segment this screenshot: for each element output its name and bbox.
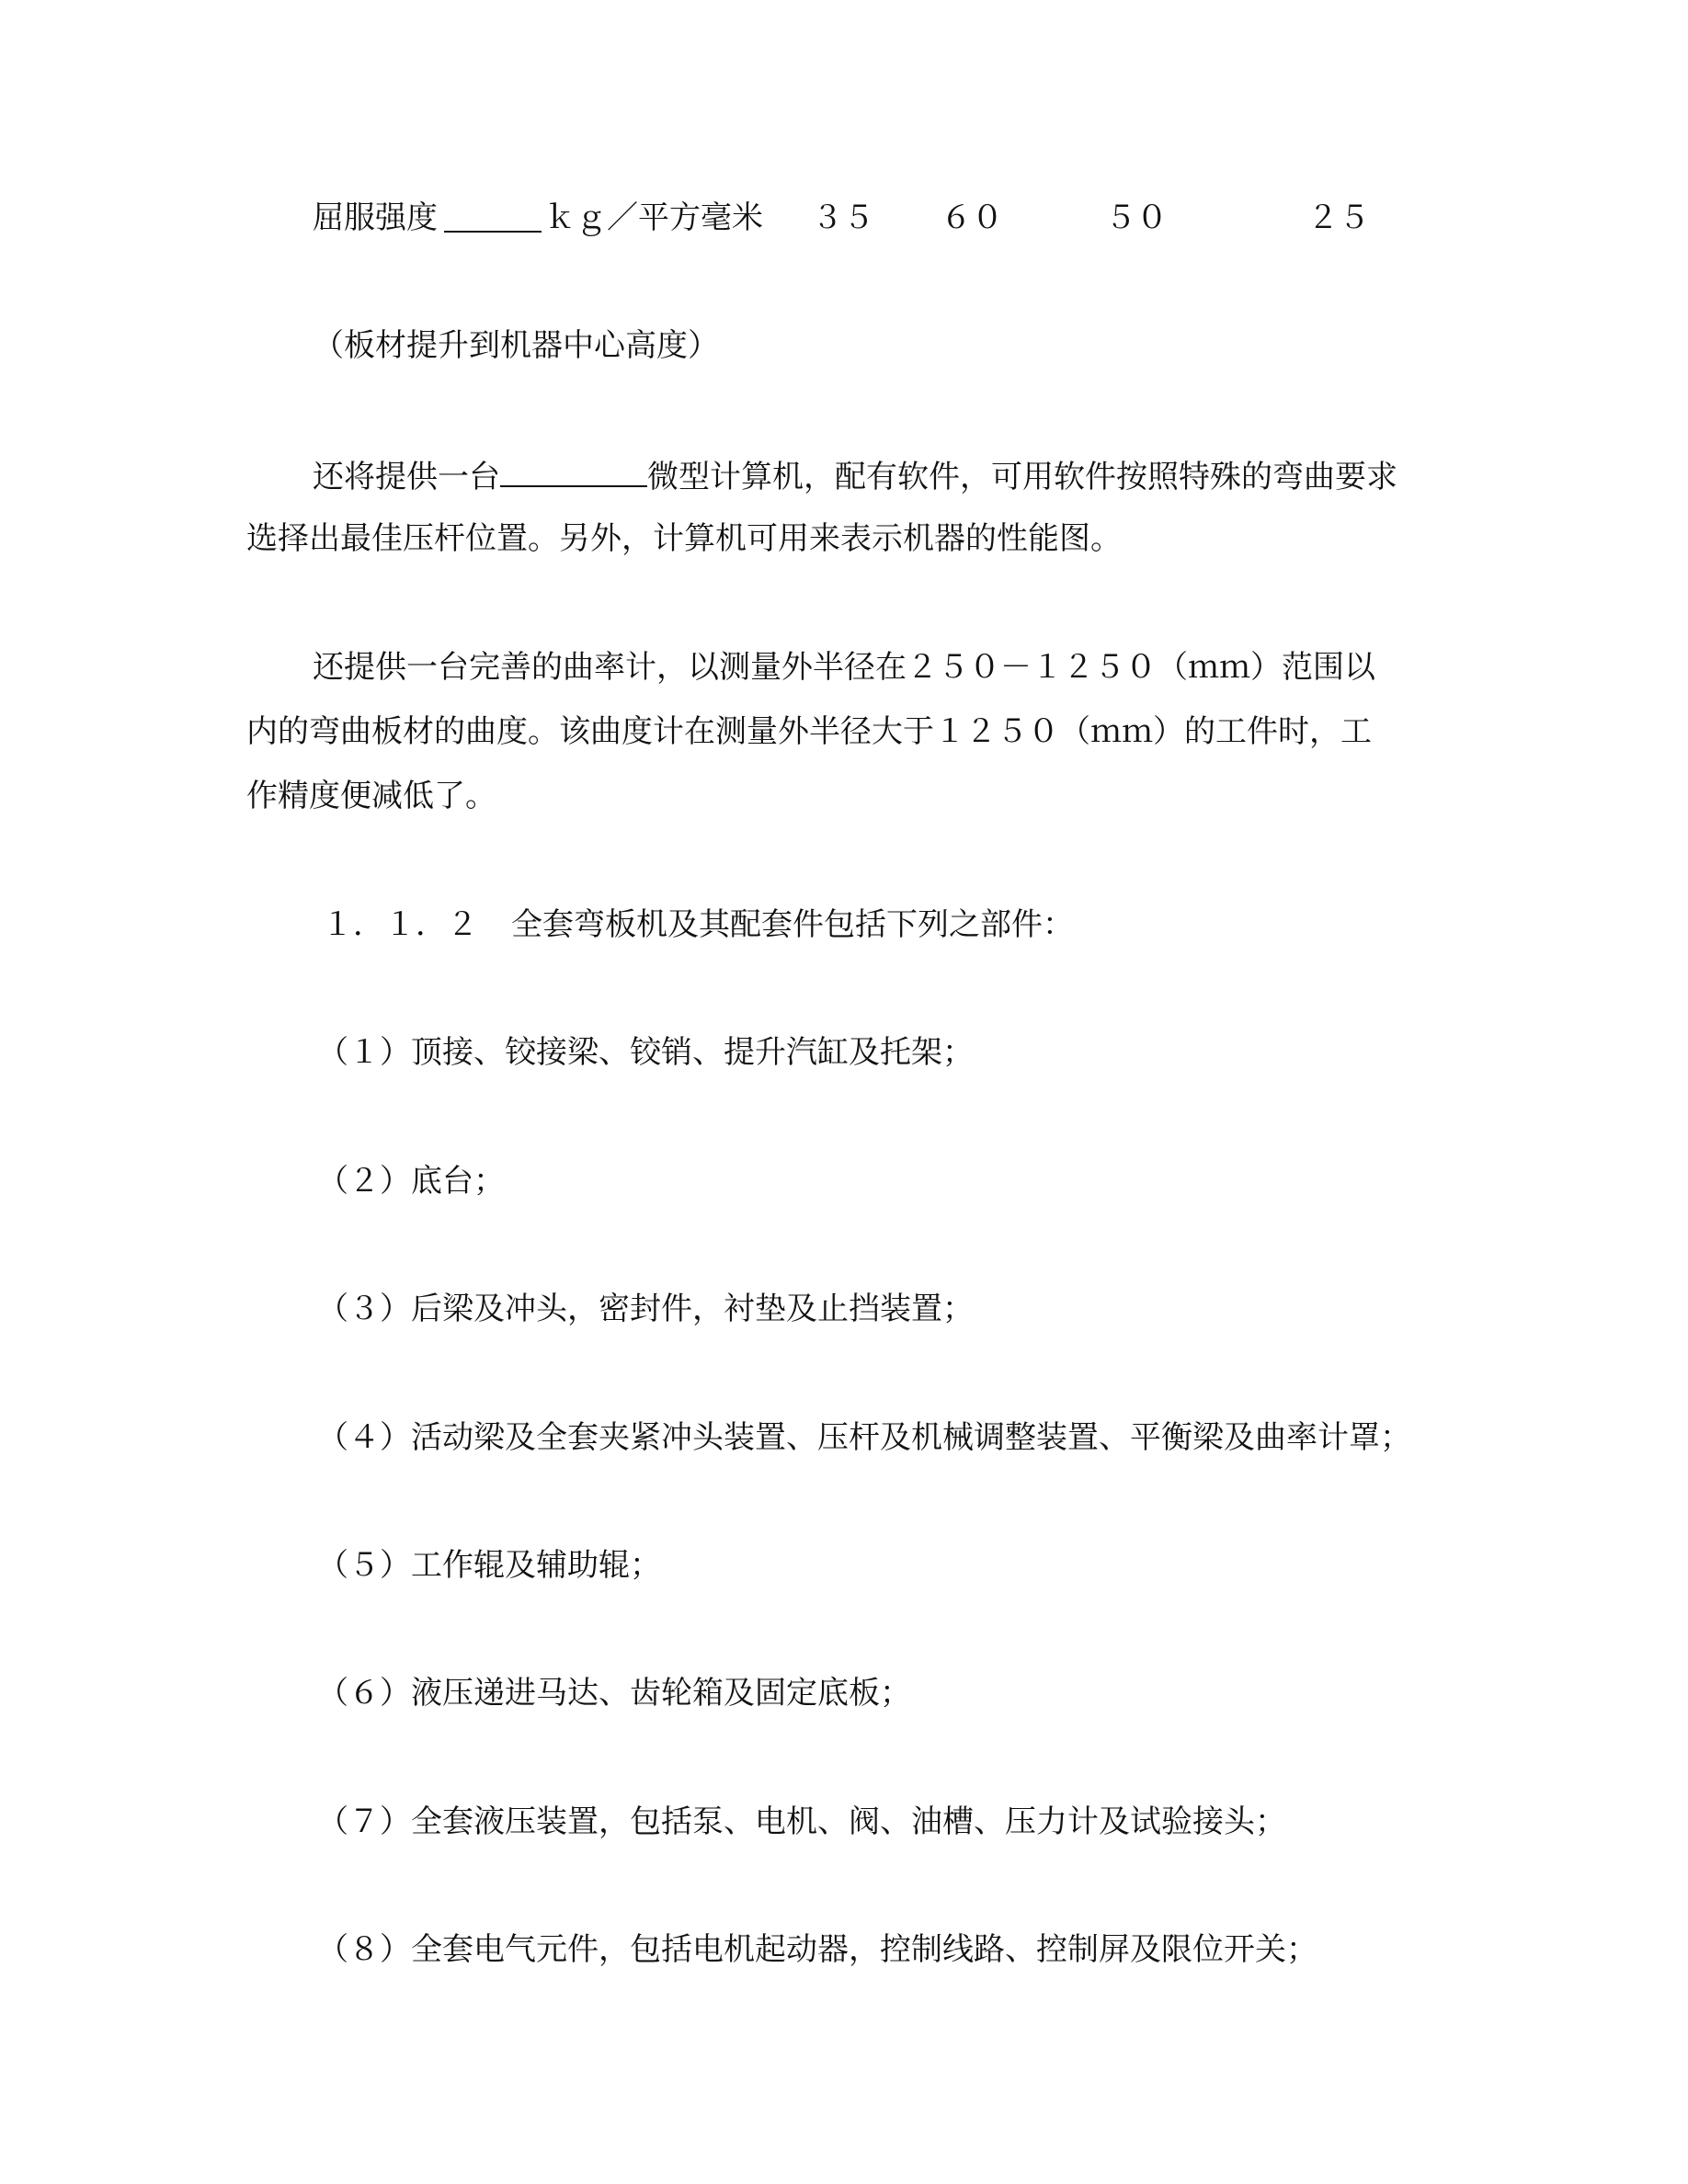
curvature-para-line-2: 内的弯曲板材的曲度。该曲度计在测量外半径大于１２５０（ｍｍ）的工件时，工: [246, 713, 1372, 750]
list-item: （７）全套液压装置，包括泵、电机、阀、油槽、压力计及试验接头；: [317, 1803, 1286, 1840]
yield-strength-row: [313, 199, 1416, 236]
computer-model-blank: [500, 454, 647, 487]
yield-value-4: ２５: [1307, 199, 1370, 236]
section-title: 全套弯板机及其配套件包括下列之部件：: [511, 906, 1074, 943]
computer-para-lead: 还将提供一台: [313, 459, 500, 495]
yield-strength-unit: ｋｇ／平方毫米: [544, 199, 763, 236]
yield-value-3: ５０: [1105, 199, 1168, 236]
section-heading: [322, 906, 1074, 943]
yield-strength-label: 屈服强度: [313, 199, 438, 236]
computer-para-line-2: 选择出最佳压杆位置。另外，计算机可用来表示机器的性能图。: [246, 520, 1122, 557]
yield-strength-blank: [444, 199, 542, 233]
list-item: （８）全套电气元件，包括电机起动器，控制线路、控制屏及限位开关；: [317, 1931, 1317, 1968]
yield-value-1: ３５: [812, 199, 874, 236]
section-number: １．１．２: [322, 906, 478, 943]
yield-value-2: ６０: [941, 199, 1003, 236]
list-item: （４）活动梁及全套夹紧冲头装置、压杆及机械调整装置、平衡梁及曲率计罩；: [317, 1419, 1411, 1456]
note-line: （板材提升到机器中心高度）: [313, 327, 719, 364]
list-item: （２）底台；: [317, 1163, 505, 1200]
curvature-para-line-3: 作精度便减低了。: [246, 778, 496, 814]
computer-para-rest: 微型计算机，配有软件，可用软件按照特殊的弯曲要求: [647, 459, 1397, 495]
computer-para-line-1: [313, 454, 1397, 495]
curvature-para-line-1: 还提供一台完善的曲率计，以测量外半径在２５０－１２５０（ｍｍ）范围以: [313, 649, 1375, 686]
list-item: （１）顶接、铰接梁、铰销、提升汽缸及托架；: [317, 1034, 974, 1071]
list-item: （５）工作辊及辅助辊；: [317, 1547, 661, 1584]
list-item: （３）后梁及冲头，密封件，衬垫及止挡装置；: [317, 1291, 974, 1327]
list-item: （６）液压递进马达、齿轮箱及固定底板；: [317, 1675, 911, 1712]
